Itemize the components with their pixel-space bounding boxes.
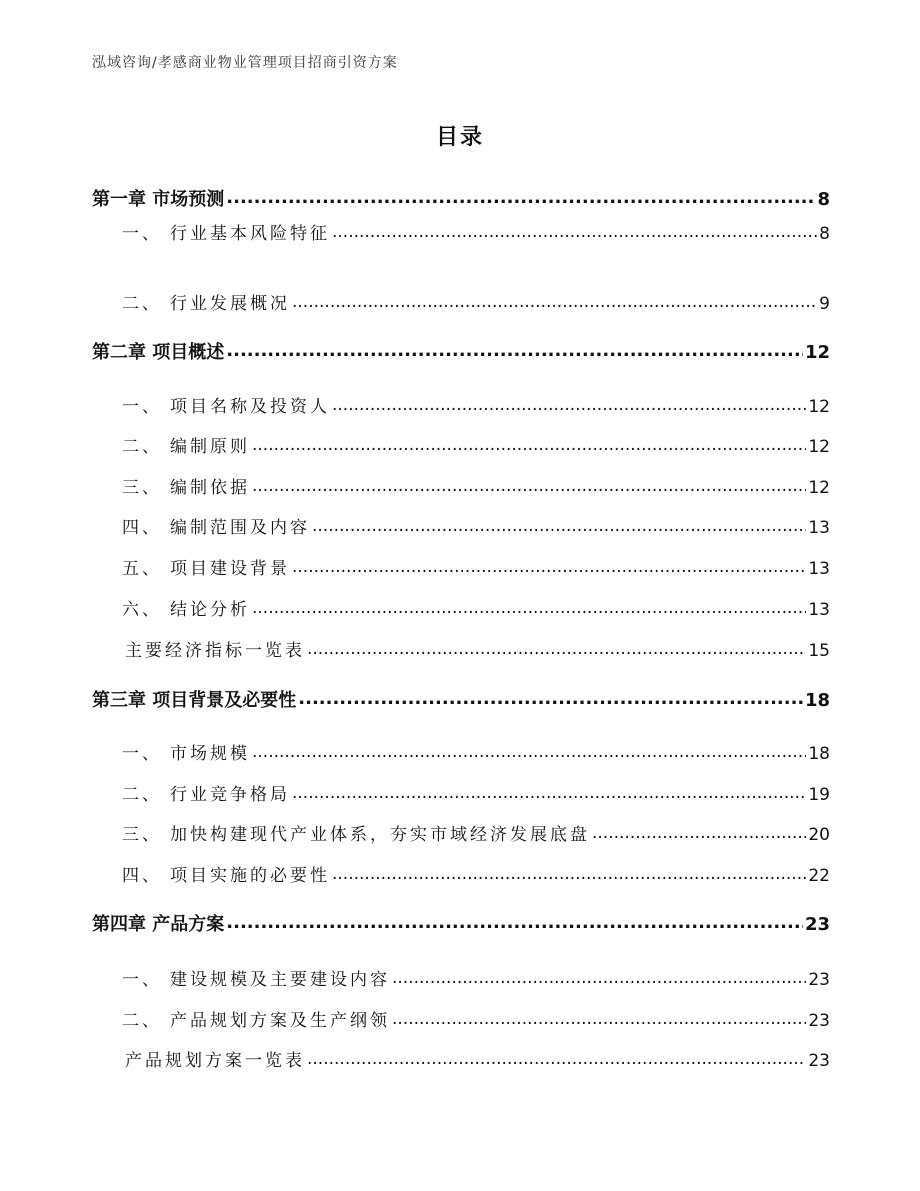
leader-dots [226,912,803,933]
toc-entry-label: 编制依据 [170,478,250,498]
leader-dots [252,476,806,496]
toc-page-number: 12 [808,437,830,457]
toc-entry-label: 行业竞争格局 [170,785,290,805]
toc-section[interactable] [92,392,830,417]
toc-entry-label: 行业基本风险特征 [170,224,330,244]
leader-dots [252,598,806,618]
toc-section-number: 一、 [122,224,162,244]
toc-table-entry[interactable] [92,636,830,661]
toc-entry-label: 市场规模 [170,744,250,764]
toc-entry-label: 建设规模及主要建设内容 [170,970,390,990]
toc-page-number: 13 [808,559,830,579]
toc-page-number: 13 [808,518,830,538]
toc-page-number: 18 [808,744,830,764]
toc-entry-label: 第四章 产品方案 [92,914,225,935]
toc-page-number: 12 [804,342,830,363]
toc-section-number: 三、 [122,825,162,845]
toc-chapter-4[interactable] [92,910,830,936]
toc-section-number: 一、 [122,970,162,990]
leader-dots [392,1009,806,1029]
toc-page-number: 23 [804,914,830,935]
leader-dots [226,187,815,208]
toc-table-entry[interactable] [92,1046,830,1071]
toc-section-number: 二、 [122,294,162,314]
toc-chapter-1[interactable] [92,185,830,211]
toc-page-number: 13 [808,600,830,620]
toc-section-number: 一、 [122,744,162,764]
toc-chapter-3[interactable] [92,686,830,712]
toc-section[interactable] [92,595,830,620]
leader-dots [292,292,817,312]
toc-section[interactable] [92,861,830,886]
leader-dots [332,395,806,415]
toc-entry-label: 行业发展概况 [170,294,290,314]
toc-chapter-2[interactable] [92,338,830,364]
toc-section[interactable] [92,820,830,845]
toc-page-number: 15 [808,641,830,661]
toc-entry-label: 第二章 项目概述 [92,342,225,363]
toc-section-number: 四、 [122,866,162,886]
toc-entry-label: 主要经济指标一览表 [125,641,305,661]
leader-dots [392,968,806,988]
leader-dots [252,742,806,762]
running-header: 泓域咨询/孝感商业物业管理项目招商引资方案 [92,55,398,71]
toc-entry-label: 项目实施的必要性 [170,866,330,886]
leader-dots [298,688,803,709]
leader-dots [332,864,806,884]
toc-section[interactable] [92,554,830,579]
toc-section-number: 五、 [122,559,162,579]
leader-dots [226,340,803,361]
toc-section-number: 二、 [122,1011,162,1031]
toc-page-number: 8 [817,189,830,210]
toc-entry-label: 编制范围及内容 [170,518,310,538]
toc-title: 目录 [435,125,484,150]
toc-page-number: 12 [808,478,830,498]
toc-entry-label: 项目名称及投资人 [170,397,330,417]
leader-dots [592,823,806,843]
toc-page-number: 19 [808,785,830,805]
toc-entry-label: 产品规划方案一览表 [125,1051,305,1071]
toc-page-number: 23 [808,970,830,990]
toc-section[interactable] [92,780,830,805]
toc-entry-label: 加快构建现代产业体系，夯实市域经济发展底盘 [170,825,590,845]
toc-entry-label: 第三章 项目背景及必要性 [92,690,297,711]
toc-page-number: 20 [808,825,830,845]
toc-section[interactable] [92,513,830,538]
leader-dots [307,1049,806,1069]
leader-dots [292,783,806,803]
toc-section[interactable] [92,473,830,498]
toc-page-number: 12 [808,397,830,417]
toc-section-number: 四、 [122,518,162,538]
toc-entry-label: 结论分析 [170,600,250,620]
toc-page-number: 8 [819,224,830,244]
toc-section[interactable] [92,739,830,764]
toc-section-number: 一、 [122,397,162,417]
leader-dots [332,222,817,242]
leader-dots [292,557,806,577]
toc-section-number: 二、 [122,785,162,805]
toc-page-number: 23 [808,1051,830,1071]
toc-section-number: 三、 [122,478,162,498]
toc-section-number: 二、 [122,437,162,457]
toc-section[interactable] [92,432,830,457]
toc-page-number: 18 [804,690,830,711]
leader-dots [252,435,806,455]
leader-dots [312,516,806,536]
toc-entry-label: 产品规划方案及生产纲领 [170,1011,390,1031]
toc-entry-label: 编制原则 [170,437,250,457]
toc-section[interactable] [92,1006,830,1031]
toc-entry-label: 第一章 市场预测 [92,189,225,210]
toc-section[interactable] [92,219,830,244]
toc-page-number: 22 [808,866,830,886]
toc-section-number: 六、 [122,600,162,620]
leader-dots [307,639,806,659]
toc-page-number: 9 [819,294,830,314]
toc-section[interactable] [92,965,830,990]
toc-page-number: 23 [808,1011,830,1031]
toc-entry-label: 项目建设背景 [170,559,290,579]
toc-section[interactable] [92,289,830,314]
